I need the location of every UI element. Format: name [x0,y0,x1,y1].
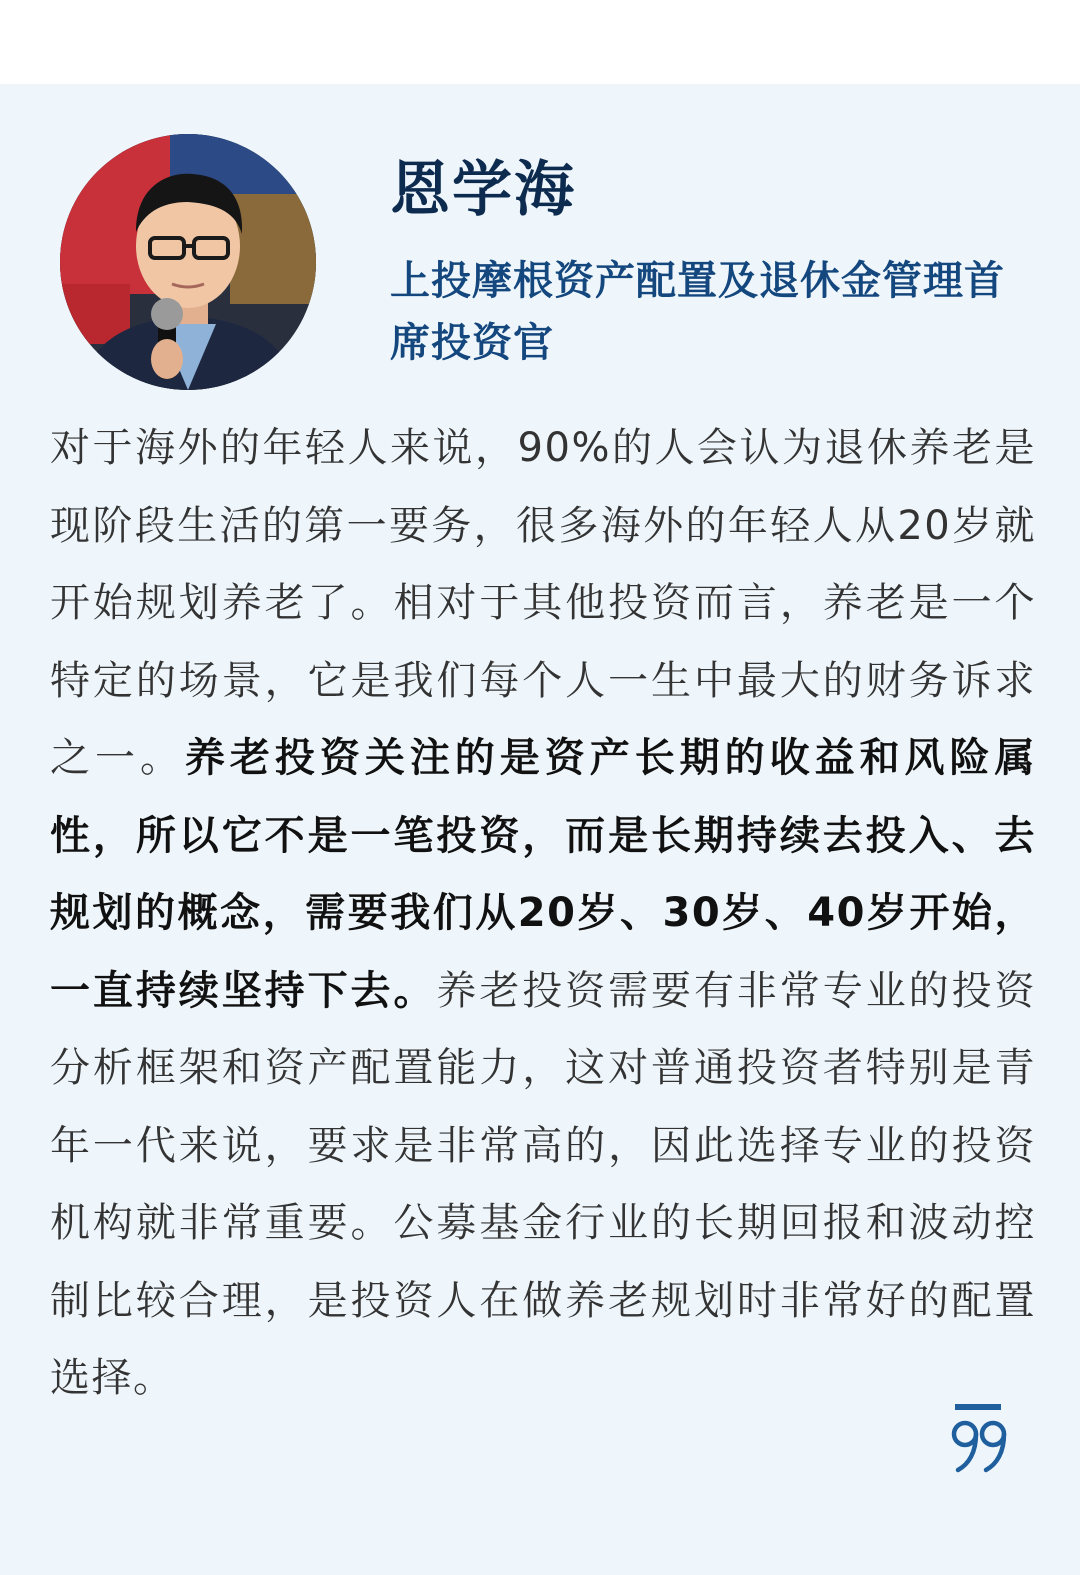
closing-quote-icon [945,1404,1015,1476]
quote-text [50,410,1036,1418]
speaker-title: 上投摩根资产配置及退休金管理首席投资官 [390,258,1005,366]
top-strip [0,0,1080,84]
quote-card [0,84,1080,1575]
speaker-avatar [60,134,316,390]
speaker-name: 恩学海 [390,155,576,225]
speaker-photo [60,134,316,390]
quote-text-part1: 对于海外的年轻人来说，90%的人会认为退休养老是现阶段生活的第一要务，很多海外的年轻人从20岁就开始规划养老了。相对于其他投资而言，养老是一个特定的场景，它是我们每个人一生中最大的财务诉求之一。 [50,425,1036,781]
quote-text-emphasis: 养老投资关注的是资产长期的收益和风险属性，所以它不是一笔投资，而是长期持续去投入、去规划的概念，需要我们从20岁、30岁、40岁开始，一直持续坚持下去。 [50,735,1037,1014]
quote-text-part3: 养老投资需要有非常专业的投资分析框架和资产配置能力，这对普通投资者特别是青年一代来说，要求是非常高的，因此选择专业的投资机构就非常重要。公募基金行业的长期回报和波动控制比较合理，是投资人在做养老规划时非常好的配置选择。 [50,967,1037,1401]
